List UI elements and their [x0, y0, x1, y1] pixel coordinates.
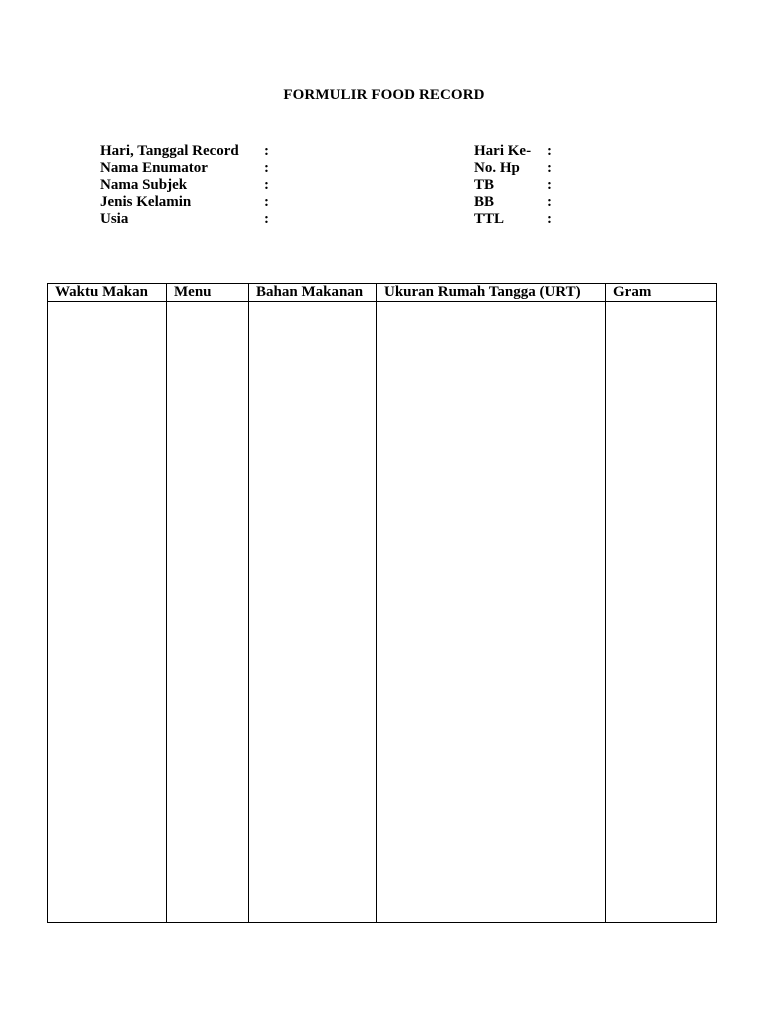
field-label: Usia: [100, 211, 129, 227]
field-row-day-number: [474, 143, 574, 160]
cell-ingredients[interactable]: [249, 302, 377, 923]
field-separator: :: [264, 143, 269, 159]
field-separator: :: [547, 177, 552, 193]
field-label: Hari Ke-: [474, 143, 532, 159]
field-separator: :: [264, 177, 269, 193]
field-separator: :: [264, 160, 269, 176]
field-separator: :: [547, 194, 552, 210]
field-label: TB: [474, 177, 495, 193]
field-label: No. Hp: [474, 160, 520, 176]
cell-household-measure[interactable]: [377, 302, 606, 923]
field-label: Hari, Tanggal Record: [100, 143, 239, 159]
field-separator: :: [547, 160, 552, 176]
header-meal-time: Waktu Makan: [48, 284, 167, 302]
header-ingredients: Bahan Makanan: [249, 284, 377, 302]
subject-info-right: [474, 143, 574, 228]
field-row-subject-name: [100, 177, 300, 194]
food-record-table: [47, 283, 717, 923]
field-separator: :: [264, 194, 269, 210]
field-label: TTL: [474, 211, 505, 227]
field-row-record-date: [100, 143, 300, 160]
field-separator: :: [547, 143, 552, 159]
field-row-gender: [100, 194, 300, 211]
field-label: Jenis Kelamin: [100, 194, 192, 210]
cell-gram[interactable]: [606, 302, 717, 923]
header-menu: Menu: [167, 284, 249, 302]
field-label: BB: [474, 194, 495, 210]
field-label: Nama Subjek: [100, 177, 188, 193]
subject-info-left: [100, 143, 300, 228]
table-header-row: [48, 284, 717, 302]
field-label: Nama Enumator: [100, 160, 208, 176]
header-household-measure: Ukuran Rumah Tangga (URT): [377, 284, 606, 302]
field-row-height: [474, 177, 574, 194]
field-row-enumerator: [100, 160, 300, 177]
header-gram: Gram: [606, 284, 717, 302]
table-row: [48, 302, 717, 923]
field-row-phone: [474, 160, 574, 177]
field-row-age: [100, 211, 300, 228]
form-title: FORMULIR FOOD RECORD: [283, 87, 485, 103]
cell-meal-time[interactable]: [48, 302, 167, 923]
field-separator: :: [264, 211, 269, 227]
cell-menu[interactable]: [167, 302, 249, 923]
field-row-birth-info: [474, 211, 574, 228]
field-row-weight: [474, 194, 574, 211]
field-separator: :: [547, 211, 552, 227]
